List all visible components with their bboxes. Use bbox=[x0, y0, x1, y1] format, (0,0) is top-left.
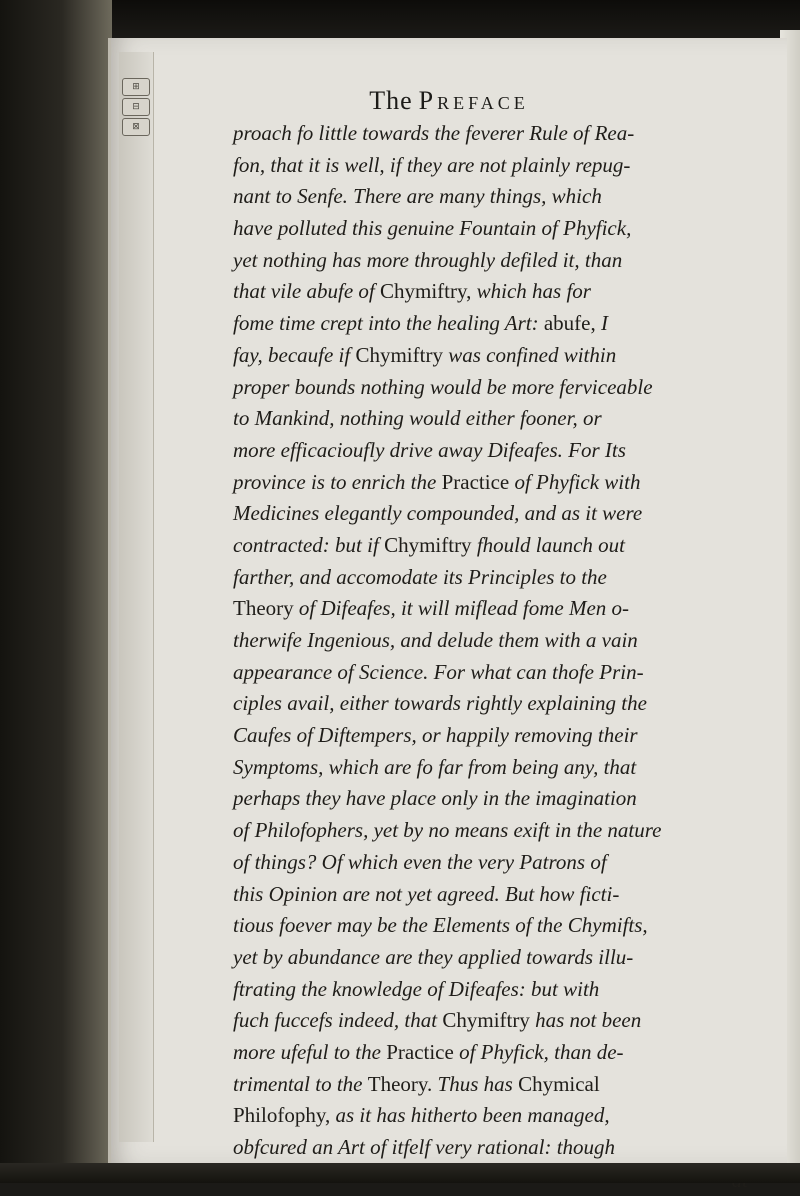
binding-tab-3-icon: ⊠ bbox=[122, 118, 150, 136]
text-segment: that vile abufe of bbox=[233, 279, 380, 304]
running-head-title: Preface bbox=[418, 86, 529, 115]
text-segment: farther, and accomodate its Principles to the bbox=[233, 564, 607, 589]
text-line bbox=[233, 1069, 748, 1101]
text-line bbox=[233, 752, 748, 784]
text-segment: of Difeafes, it will miflead fome Men o- bbox=[298, 596, 630, 621]
text-segment: more efficacioufly drive away Difeafes. For Its bbox=[233, 437, 626, 462]
text-line bbox=[233, 942, 748, 974]
text-line bbox=[233, 1005, 748, 1037]
text-line bbox=[233, 372, 748, 404]
text-line bbox=[233, 498, 748, 530]
running-head-word: The bbox=[369, 86, 413, 115]
text-line bbox=[233, 593, 748, 625]
text-line bbox=[233, 181, 748, 213]
text-segment: Chymical bbox=[518, 1071, 600, 1096]
text-segment: obfcured an Art of itfelf very rational: though bbox=[233, 1135, 616, 1159]
text-segment: Medicines elegantly compounded, and as it were bbox=[233, 501, 643, 526]
text-segment: Chymiftry bbox=[384, 532, 477, 557]
text-segment: fay, becaufe if bbox=[233, 342, 356, 367]
text-line bbox=[233, 340, 748, 372]
text-segment: fhould launch out bbox=[476, 532, 625, 557]
text-line bbox=[233, 815, 748, 847]
binding-strip bbox=[119, 52, 154, 1142]
text-line bbox=[233, 625, 748, 657]
text-segment: has not been bbox=[535, 1008, 642, 1033]
text-segment: fuch fuccefs indeed, that bbox=[233, 1008, 443, 1033]
book-page bbox=[108, 38, 787, 1163]
text-segment: Chymiftry bbox=[442, 1008, 536, 1033]
text-segment: fon, that it is well, if they are not plainly repug- bbox=[233, 152, 631, 177]
text-segment: have polluted this genuine Fountain of Phyfick, bbox=[233, 216, 632, 241]
text-line bbox=[233, 688, 748, 720]
text-line bbox=[233, 467, 748, 499]
text-segment: appearance of Science. For what can thofe Prin- bbox=[233, 659, 644, 684]
text-segment: Symptoms, which are fo far from being any, that bbox=[233, 754, 637, 779]
text-segment: Theory. bbox=[367, 1071, 438, 1096]
text-segment: abufe, bbox=[543, 311, 601, 336]
binding-tab-2-icon: ⊟ bbox=[122, 98, 150, 116]
text-segment: yet by abundance are they applied towards illu- bbox=[233, 944, 634, 969]
text-line bbox=[233, 150, 748, 182]
text-segment: proach fo little towards the feverer Rule of Rea- bbox=[233, 121, 635, 145]
text-segment: tious foever may be the Elements of the Chymifts, bbox=[233, 913, 648, 938]
text-line bbox=[233, 1037, 748, 1069]
text-segment: yet nothing has more throughly defiled it, than bbox=[233, 247, 623, 272]
text-line bbox=[233, 403, 748, 435]
body-text bbox=[233, 118, 748, 1196]
text-segment: Chymiftry bbox=[355, 342, 449, 367]
text-segment: ciples avail, either towards rightly explaining the bbox=[233, 691, 647, 716]
text-segment: Theory bbox=[233, 596, 299, 621]
text-line bbox=[233, 783, 748, 815]
text-segment: to Mankind, nothing would either fooner, or bbox=[233, 406, 602, 431]
text-segment: Philofophy, bbox=[233, 1103, 336, 1128]
text-line bbox=[233, 562, 748, 594]
text-segment: Thus has bbox=[437, 1071, 519, 1096]
text-segment: this Opinion are not yet agreed. But how ficti- bbox=[233, 881, 620, 906]
book-binding-edge bbox=[0, 0, 112, 1183]
text-line bbox=[233, 435, 748, 467]
binding-tab-1-icon: ⊞ bbox=[122, 78, 150, 96]
text-line bbox=[233, 213, 748, 245]
text-segment: of Phyfick, than de- bbox=[459, 1039, 624, 1064]
text-line bbox=[233, 245, 748, 277]
book-gutter-bottom bbox=[0, 1163, 800, 1183]
text-segment: of Philofophers, yet by no means exift in the nature bbox=[233, 818, 662, 843]
text-segment: of things? Of which even the very Patrons of bbox=[233, 849, 607, 874]
text-line bbox=[233, 276, 748, 308]
running-head bbox=[111, 86, 787, 116]
text-segment: Practice bbox=[386, 1039, 460, 1064]
text-line bbox=[233, 530, 748, 562]
text-line bbox=[233, 847, 748, 879]
text-segment: trimental to the bbox=[233, 1071, 368, 1096]
text-segment: more ufeful to the bbox=[233, 1039, 387, 1064]
text-segment: nant to Senfe. There are many things, which bbox=[233, 184, 602, 209]
text-segment: Practice bbox=[441, 469, 515, 494]
text-segment: contracted: but if bbox=[233, 532, 385, 557]
text-line bbox=[233, 308, 748, 340]
text-segment: Caufes of Diftempers, or happily removing their bbox=[233, 723, 638, 748]
text-segment: therwife Ingenious, and delude them with a vain bbox=[233, 628, 638, 652]
text-segment: Chymiftry, bbox=[379, 279, 477, 304]
text-line bbox=[233, 1100, 748, 1132]
text-segment: fome time crept into the healing Art: bbox=[233, 311, 544, 336]
text-segment: proper bounds nothing would be more ferviceable bbox=[233, 374, 653, 399]
text-segment: perhaps they have place only in the imagination bbox=[233, 786, 637, 811]
text-line bbox=[233, 657, 748, 689]
text-segment: as it has hitherto been managed, bbox=[335, 1103, 610, 1128]
text-segment: province is to enrich the bbox=[233, 469, 442, 494]
text-segment: was confined within bbox=[448, 342, 617, 367]
text-segment: I bbox=[601, 311, 608, 336]
text-line bbox=[233, 118, 748, 150]
text-segment: ftrating the knowledge of Difeafes: but with bbox=[233, 976, 600, 1001]
text-line bbox=[233, 974, 748, 1006]
text-line bbox=[233, 910, 748, 942]
text-line bbox=[233, 720, 748, 752]
text-segment: which has for bbox=[476, 279, 591, 304]
text-line bbox=[233, 1132, 748, 1164]
text-segment: of Phyfick with bbox=[514, 469, 641, 494]
text-line bbox=[233, 879, 748, 911]
